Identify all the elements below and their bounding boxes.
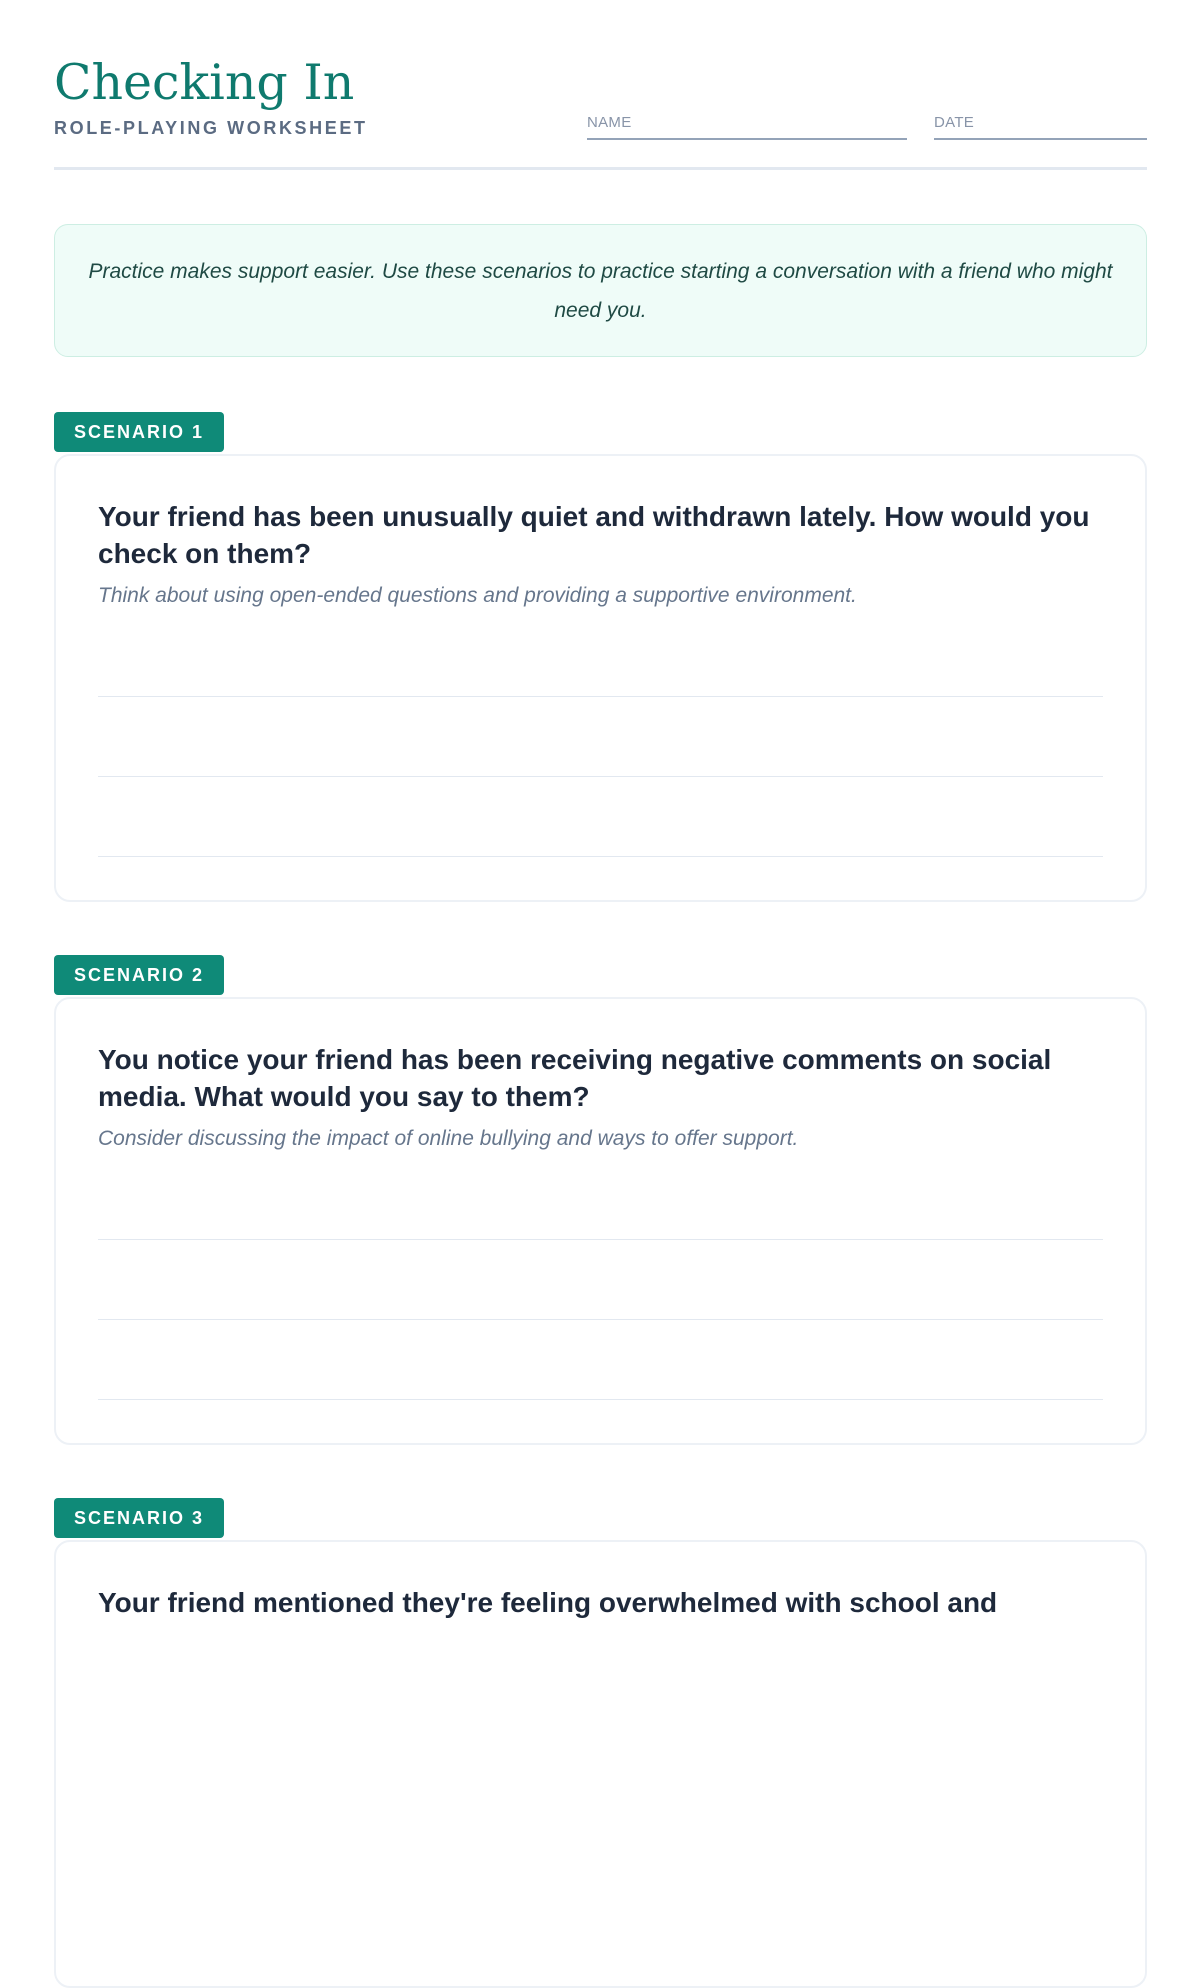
scenario-1 (54, 412, 1147, 902)
date-field-label: DATE (934, 114, 975, 131)
page-title: Checking In (54, 54, 355, 111)
date-field[interactable] (934, 114, 1147, 140)
scenario-1-card (54, 454, 1147, 902)
name-field[interactable] (587, 114, 907, 140)
scenario-1-answer-line-2[interactable] (98, 776, 1103, 777)
worksheet-header (54, 0, 1147, 170)
intro-callout: Practice makes support easier. Use these scenarios to practice starting a conversation with a friend who might need you. (54, 224, 1147, 357)
scenario-3 (54, 1498, 1147, 1988)
name-field-label: NAME (587, 114, 632, 131)
scenario-1-question: Your friend has been unusually quiet and withdrawn lately. How would you check on them? (98, 501, 1090, 569)
scenario-1-hint: Think about using open-ended questions and providing a supportive environment. (98, 584, 857, 607)
scenario-3-badge: SCENARIO 3 (54, 1498, 224, 1538)
page-subtitle: ROLE-PLAYING WORKSHEET (54, 118, 368, 138)
scenario-2-hint: Consider discussing the impact of online bullying and ways to offer support. (98, 1127, 799, 1150)
worksheet-page (54, 0, 1147, 1618)
scenario-2-question: You notice your friend has been receiving negative comments on social media. What would you say to them? (98, 1044, 1052, 1112)
scenario-2-answer-line-1[interactable] (98, 1239, 1103, 1240)
scenario-1-answer-line-1[interactable] (98, 696, 1103, 697)
scenario-3-card (54, 1540, 1147, 1988)
scenario-3-question: Your friend mentioned they're feeling overwhelmed with school and (98, 1587, 998, 1618)
scenario-2-answer-line-3[interactable] (98, 1399, 1103, 1400)
scenario-2-badge: SCENARIO 2 (54, 955, 224, 995)
scenario-2-answer-line-2[interactable] (98, 1319, 1103, 1320)
scenario-1-answer-line-3[interactable] (98, 856, 1103, 857)
scenario-2-card (54, 997, 1147, 1445)
scenario-1-badge: SCENARIO 1 (54, 412, 224, 452)
scenario-2 (54, 955, 1147, 1445)
